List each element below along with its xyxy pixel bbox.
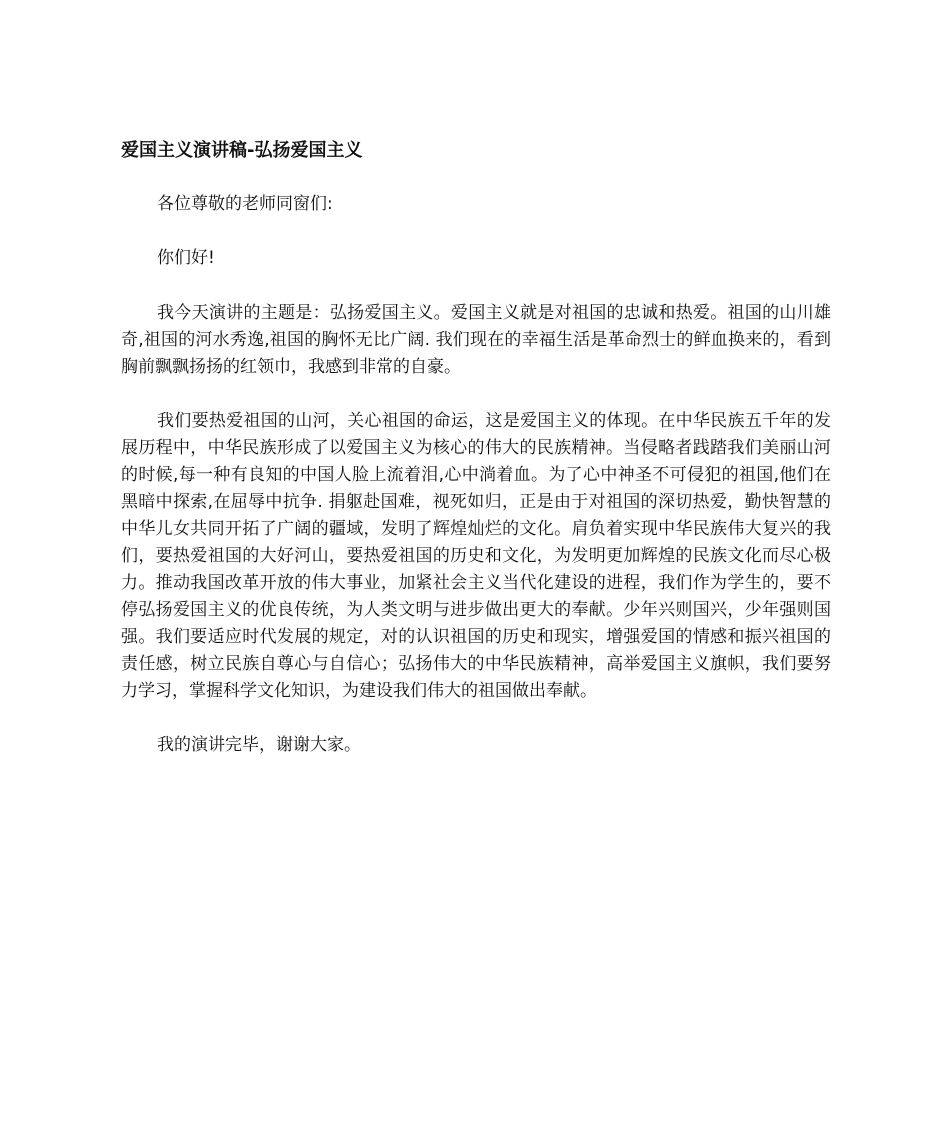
body-paragraph-1: 我今天演讲的主题是：弘扬爱国主义。爱国主义就是对祖国的忠诚和热爱。祖国的山川雄奇,祖国的河水秀逸,祖国的胸怀无比广阔. 我们现在的幸福生活是革命烈士的鲜血换来的，看到胸前飘飘扬扬的红领巾，我感到非常的自豪。 <box>121 303 831 377</box>
closing-line: 我的演讲完毕，谢谢大家。 <box>157 735 361 755</box>
greeting: 你们好! <box>157 248 215 268</box>
page-title: 爱国主义演讲稿-弘扬爱国主义 <box>121 140 363 161</box>
document-page <box>121 138 831 759</box>
body-paragraph-2: 我们要热爱祖国的山河，关心祖国的命运，这是爱国主义的体现。在中华民族五千年的发展历程中，中华民族形成了以爱国主义为核心的伟大的民族精神。当侵略者践踏我们美丽山河的时候,每一种有良知的中国人脸上流着泪,心中淌着血。为了心中神圣不可侵犯的祖国,他们在黑暗中探索,在屈辱中抗争. 捐躯赴国难，视死如归，正是由于对祖国的深切热爱，勤快智慧的中华儿女共同开拓了广阔的疆域，发明了辉煌灿烂的文化。肩负着实现中华民族伟大复兴的我们，要热爱祖国的大好河山，要热爱祖国的历史和文化，为发明更加辉煌的民族文化而尽心极力。推动我国改革开放的伟大事业，加紧社会主义当代化建设的进程，我们作为学生的，要不停弘扬爱国主义的优良传统，为人类文明与进步做出更大的奉献。少年兴则国兴，少年强则国强。我们要适应时代发展的规定，对的认识祖国的历史和现实，增强爱国的情感和振兴祖国的责任感，树立民族自尊心与自信心；弘扬伟大的中华民族精神，高举爱国主义旗帜，我们要努力学习，掌握科学文化知识，为建设我们伟大的祖国做出奉献。 <box>121 411 831 701</box>
salutation: 各位尊敬的老师同窗们: <box>157 194 333 214</box>
